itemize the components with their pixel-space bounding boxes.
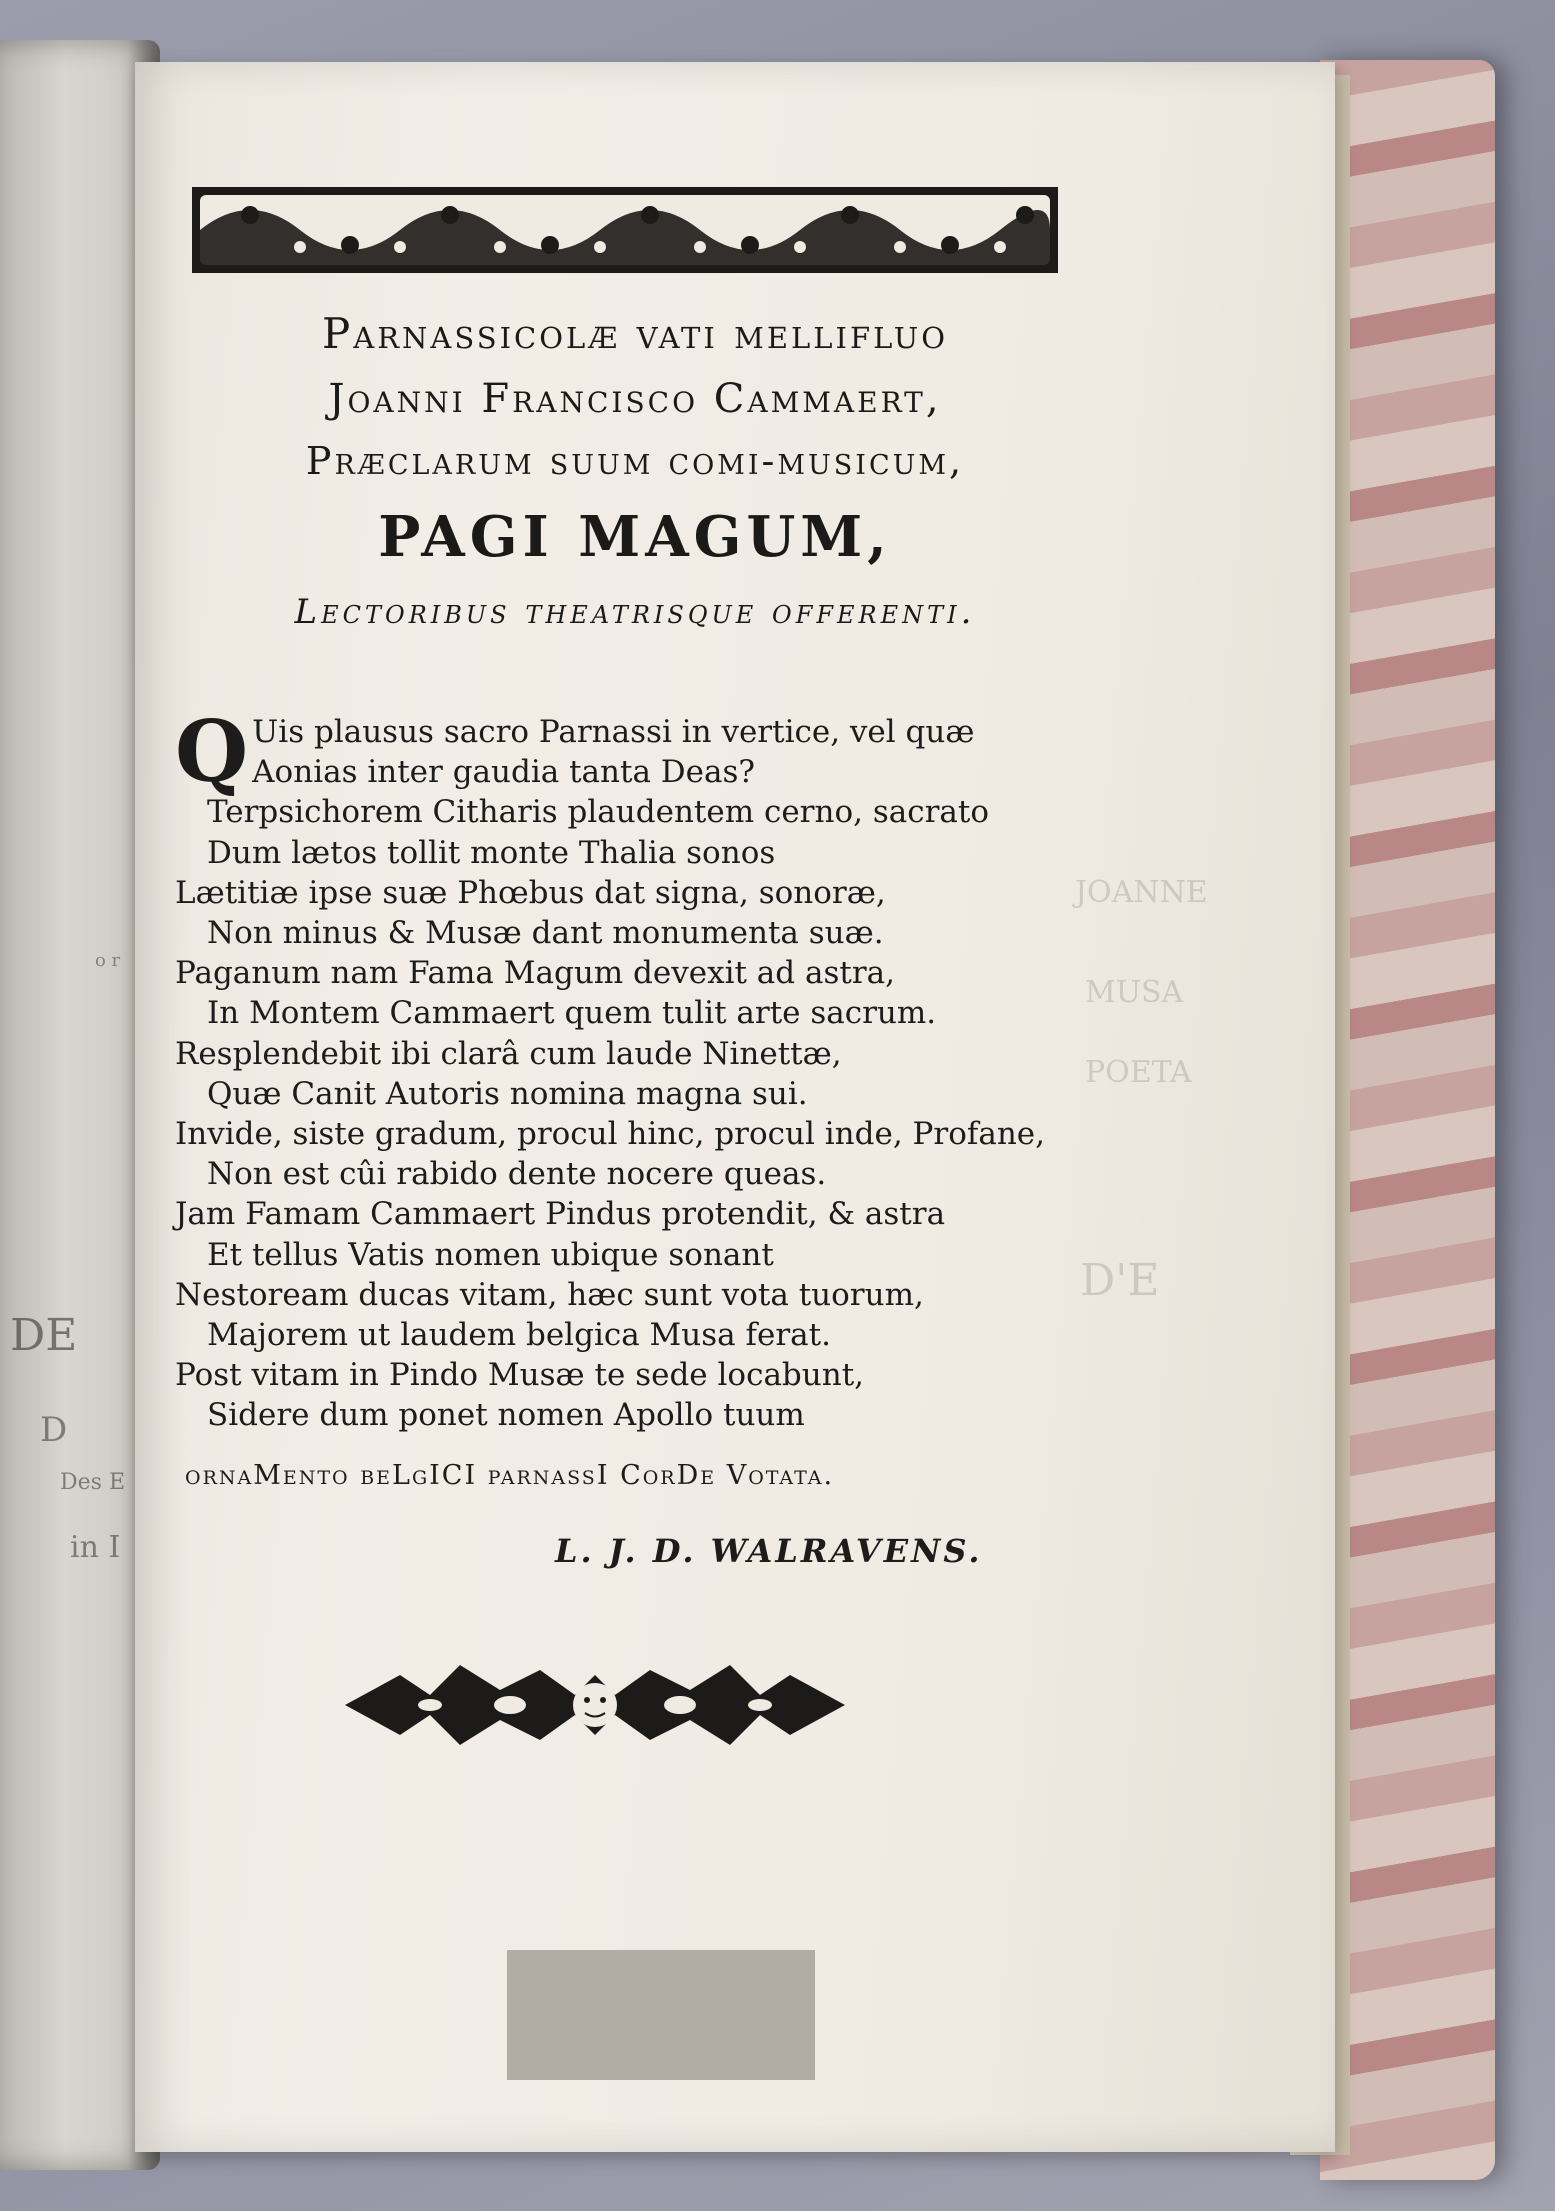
poem-line: Invide, siste gradum, procul hinc, procul inde, Profane, — [175, 1116, 1045, 1153]
poem-line: In Montem Cammaert quem tulit arte sacrum. — [207, 995, 937, 1032]
floral-vignette-ornament — [340, 1645, 850, 1760]
left-page-text: DE — [10, 1310, 78, 1361]
poem-line: Non est cûi rabido dente nocere queas. — [207, 1156, 827, 1193]
poem-line: Majorem ut laudem belgica Musa ferat. — [207, 1317, 831, 1354]
left-page-text: D — [40, 1410, 68, 1450]
left-page-text: in I — [70, 1530, 121, 1565]
bleed-through-text: JOANNE — [1075, 875, 1208, 910]
poem-line: Non minus & Musæ dant monumenta suæ. — [207, 915, 884, 952]
poem-line: Terpsichorem Citharis plaudentem cerno, sacrato — [207, 794, 989, 831]
title-line: Præclarum suum comi-musicum, — [305, 439, 965, 483]
bleed-through-text: D'E — [1080, 1255, 1160, 1306]
poem-line: Paganum nam Fama Magum devexit ad astra, — [175, 955, 895, 992]
poem-line: Post vitam in Pindo Musæ te sede locabunt, — [175, 1357, 865, 1394]
poem-line: Aonias inter gaudia tanta Deas? — [252, 754, 755, 791]
poem — [175, 702, 1105, 1436]
poem-line: Resplendebit ibi clarâ cum laude Ninettæ, — [175, 1035, 842, 1072]
poem-line: Dum lætos tollit monte Thalia sonos — [207, 834, 776, 871]
title-line: Joanni Francisco Cammaert, — [328, 376, 942, 422]
poem-line: Et tellus Vatis nomen ubique sonant — [207, 1236, 774, 1273]
author-signature: L. J. D. WALRAVENS. — [555, 1532, 983, 1570]
library-label — [507, 1950, 815, 2080]
poem-line: Jam Famam Cammaert Pindus protendit, & astra — [175, 1196, 946, 1233]
bleed-through-text: MUSA — [1085, 975, 1184, 1010]
poem-line: Sidere dum ponet nomen Apollo tuum — [207, 1397, 805, 1434]
poem-line: Uis plausus sacro Parnassi in vertice, vel quæ — [252, 714, 975, 750]
bleed-through-text: POETA — [1085, 1055, 1192, 1090]
poem-line: Lætitiæ ipse suæ Phœbus dat signa, sonoræ, — [175, 874, 886, 911]
poem-line: Nestoream ducas vitam, hæc sunt vota tuorum, — [175, 1276, 924, 1313]
poem-line: Quæ Canit Autoris nomina magna sui. — [207, 1075, 808, 1112]
title-line: Lectoribus theatrisque offerenti. — [294, 592, 976, 632]
left-page-text: Des E — [60, 1470, 126, 1495]
title-block — [170, 300, 1100, 642]
dedication-line: ornaMento beLgICI parnassI CorDe Votata. — [185, 1460, 835, 1491]
drop-cap: Q — [175, 702, 249, 801]
main-title: PAGI MAGUM, — [378, 504, 892, 570]
title-line: Parnassicolæ vati mellifluo — [322, 309, 948, 358]
left-page-text: o r — [95, 950, 121, 971]
ornament-headpiece — [190, 185, 1060, 275]
